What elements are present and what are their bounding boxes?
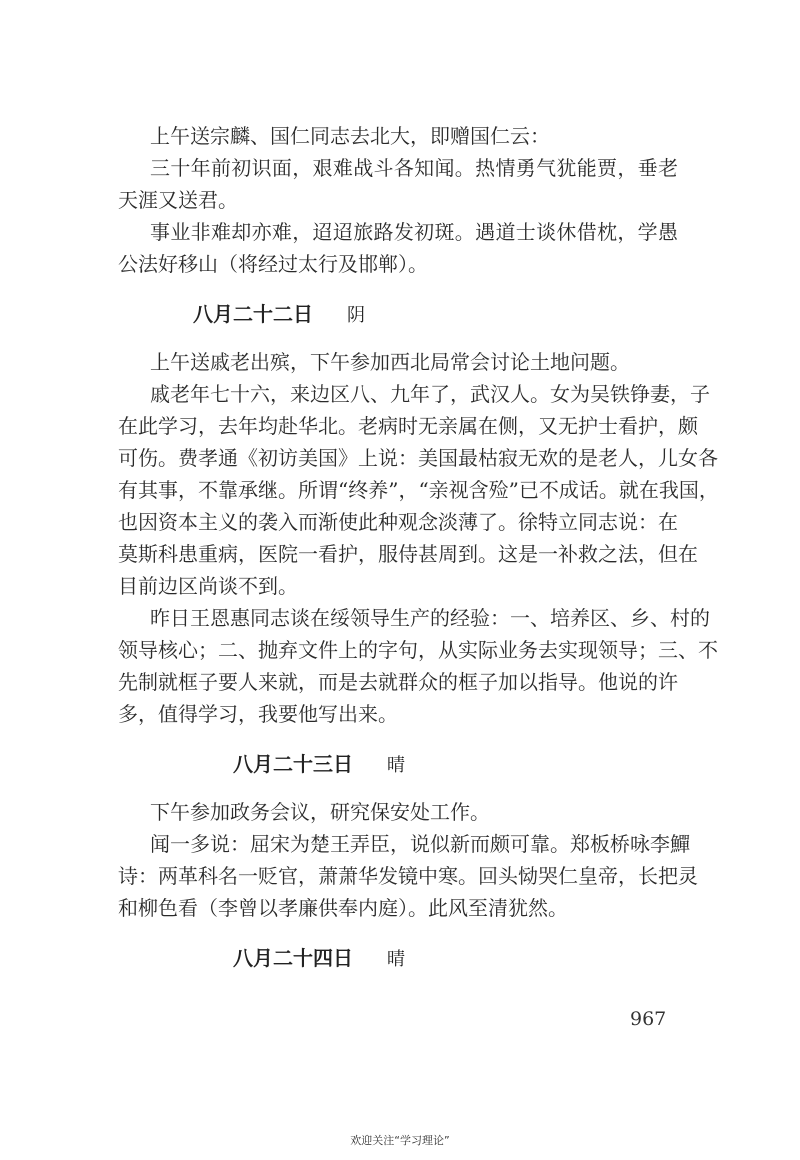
paragraph [118, 796, 678, 828]
date-label: 八月二十三日 [233, 752, 353, 776]
date-label: 八月二十二日 [193, 302, 313, 326]
text-line: 诗：两革科名一贬官，萧萧华发镜中寒。回头恸哭仁皇帝，长把灵 [118, 864, 698, 888]
text-line: 多，值得学习，我要他写出来。 [118, 702, 398, 726]
text-line: 下午参加政务会议，研究保安处工作。 [150, 800, 490, 824]
date-label: 八月二十四日 [233, 946, 353, 970]
text-line: 目前边区尚谈不到。 [118, 574, 298, 598]
paragraph [118, 120, 678, 152]
text-line: 事业非难却亦难，迢迢旅路发初斑。遇道士谈休借枕，学愚 [150, 220, 678, 244]
page-number: 967 [630, 1008, 667, 1030]
text-line: 也因资本主义的袭入而渐使此种观念淡薄了。徐特立同志说：在 [118, 510, 678, 534]
text-line: 有其事，不靠承继。所谓“终养”，“亲视含殓”已不成话。就在我国， [118, 478, 719, 502]
footer-watermark: 欢迎关注“学习理论” [350, 1134, 450, 1147]
text-line: 戚老年七十六，来边区八、九年了，武汉人。女为吴铁铮妻，子 [150, 382, 710, 406]
paragraph [118, 602, 718, 730]
paragraph [118, 152, 678, 216]
text-line: 闻一多说：屈宋为楚王弄臣，说似新而颇可靠。郑板桥咏李鱓 [150, 832, 690, 856]
text-line: 三十年前初识面，艰难战斗各知闻。热情勇气犹能贾，垂老 [150, 156, 678, 180]
text-line: 在此学习，去年均赴华北。老病时无亲属在侧，又无护士看护，颇 [118, 414, 698, 438]
paragraph [118, 216, 678, 280]
paragraph [118, 346, 678, 378]
paragraph [118, 828, 698, 924]
diary-date-heading [118, 298, 678, 330]
text-line: 先制就框子要人来就，而是去就群众的框子加以指导。他说的许 [118, 670, 678, 694]
weather-label: 晴 [387, 755, 405, 776]
text-line: 昨日王恩惠同志谈在绥领导生产的经验：一、培养区、乡、村的 [150, 606, 710, 630]
diary-date-heading [118, 748, 678, 780]
weather-label: 阴 [347, 305, 365, 326]
diary-date-heading [118, 942, 678, 974]
paragraph [118, 378, 719, 602]
text-line: 可伤。费孝通《初访美国》上说：美国最枯寂无欢的是老人，儿女各 [118, 446, 718, 470]
text-line: 和柳色看（李曾以孝廉供奉内庭）。此风至清犹然。 [118, 896, 568, 920]
text-line: 上午送宗麟、国仁同志去北大，即赠国仁云： [150, 124, 550, 148]
text-line: 上午送戚老出殡，下午参加西北局常会讨论土地问题。 [150, 350, 630, 374]
text-line: 莫斯科患重病，医院一看护，服侍甚周到。这是一补救之法，但在 [118, 542, 698, 566]
text-line: 领导核心；二、抛弃文件上的字句，从实际业务去实现领导；三、不 [118, 638, 718, 662]
page-body [118, 120, 719, 990]
text-line: 公法好移山（将经过太行及邯郸）。 [118, 252, 428, 276]
text-line: 天涯又送君。 [118, 188, 238, 212]
weather-label: 晴 [387, 949, 405, 970]
